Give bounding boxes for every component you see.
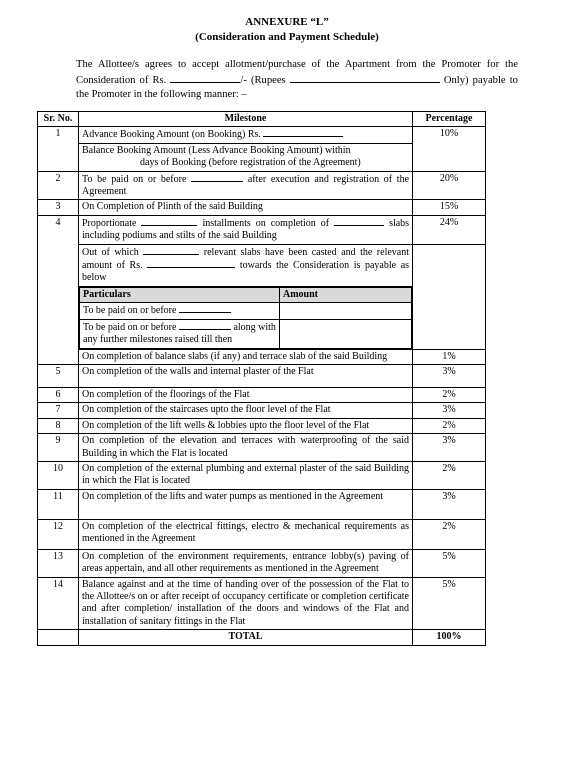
blank-line [290,73,440,83]
blank-space [82,157,140,165]
row-sr: 13 [38,549,79,577]
blank-line [170,73,240,83]
total-sr [38,630,79,645]
row-sr: 14 [38,577,79,630]
table-row [38,127,486,143]
table-row [38,200,486,215]
particular-text: along with any further milestones raised till then [83,321,276,346]
table-row [38,418,486,433]
row-milestone: Balance against and at the time of handing over of the possession of the Flat to the Allottee/s on or after receipt of occupancy certificate or completion certificate and after completion/ installation of the doors and windows of the Flat and installation of sanitary fittings in the Flat [79,577,413,630]
sub-row [80,319,412,348]
row-sr: 9 [38,434,79,462]
table-row [38,461,486,489]
sub-amount [280,303,412,319]
intro-text-3: Only) [443,74,469,86]
row-sr: 1 [38,127,79,171]
row-sr: 10 [38,461,79,489]
row-percentage: 1% [413,349,486,364]
sub-header-particulars: Particulars [80,287,280,302]
row-sr: 5 [38,364,79,387]
payment-schedule-table [37,111,486,646]
row-milestone: On Completion of Plinth of the said Building [79,200,413,215]
table-row [38,349,486,364]
sub-header-row [80,287,412,302]
row-milestone: On completion of the environment requirements, entrance lobby(s) paving of areas appertain, and all other requirements as mentioned in the Agreement [79,549,413,577]
row-sr: 7 [38,403,79,418]
header-milestone: Milestone [79,112,413,127]
row-percentage: 3% [413,403,486,418]
row-sr: 3 [38,200,79,215]
table-row [38,577,486,630]
table-row [38,215,486,244]
particular-text: To be paid on or before [83,321,177,333]
row-sr: 11 [38,489,79,519]
row-sr: 8 [38,418,79,433]
total-label: TOTAL [79,630,413,645]
row-percentage: 20% [413,171,486,200]
blank-line [141,217,197,226]
blank-line [263,128,343,137]
particular-text: To be paid on or before [83,305,177,317]
table-row [38,519,486,549]
milestone-text: installments on completion of [202,217,330,229]
row-percentage: 3% [413,364,486,387]
intro-text-2: /- (Rupees [240,74,286,86]
row-milestone [79,171,413,200]
total-percentage: 100% [413,630,486,645]
milestone-text: To be paid on or before [82,173,187,185]
blank-line [334,217,384,226]
table-row [38,244,486,286]
table-row [38,489,486,519]
row-percentage: 24% [413,215,486,244]
row-percentage: 3% [413,434,486,462]
table-row [38,403,486,418]
row-percentage: 2% [413,519,486,549]
header-sr: Sr. No. [38,112,79,127]
milestone-text: towards the Consideration is payable as below [82,260,410,284]
sub-particular [80,303,280,319]
milestone-text: relevant slabs have been casted and the relevant amount of Rs. [82,246,410,272]
table-row [38,434,486,462]
row-milestone: On completion of the lift wells & lobbies upto the floor level of the Flat [79,418,413,433]
row-percentage: 2% [413,387,486,402]
row-percentage: 2% [413,418,486,433]
blank-line [179,304,231,313]
table-row [38,387,486,402]
row-milestone [79,244,413,286]
empty-cell [413,244,486,349]
intro-text-1: The Allottee/s agrees to accept allotment/purchase of the Apartment from the Promoter for the Consideration of Rs. [76,59,518,86]
table-row [38,364,486,387]
row-percentage: 10% [413,127,486,171]
sub-amount [280,319,412,348]
blank-line [143,246,199,255]
row-milestone: On completion of the elevation and terraces with waterproofing of the said Building in which the Flat is located [79,434,413,462]
header-percentage: Percentage [413,112,486,127]
row-milestone: On completion of the staircases upto the floor level of the Flat [79,403,413,418]
row-milestone: On completion of the external plumbing and external plaster of the said Building in which the Flat is located [79,461,413,489]
row-milestone [79,143,413,171]
intro-text-4: payable to the Promoter in the following manner: – [76,74,518,100]
row-milestone: On completion of balance slabs (if any) and terrace slab of the said Building [79,349,413,364]
sub-particular [80,319,280,348]
row-milestone: On completion of the electrical fittings, electro & mechanical requirements as mentioned in the Agreement [79,519,413,549]
row-sr: 2 [38,171,79,200]
row-percentage: 15% [413,200,486,215]
milestone-text: days of Booking (before registration of the Agreement) [140,157,361,169]
row-percentage: 2% [413,461,486,489]
row-milestone: On completion of the lifts and water pumps as mentioned in the Agreement [79,489,413,519]
table-header-row [38,112,486,127]
row-percentage: 3% [413,489,486,519]
total-row [38,630,486,645]
row-milestone [79,215,413,244]
document-subtitle: (Consideration and Payment Schedule) [195,31,379,43]
table-row [38,171,486,200]
sub-table-cell [79,286,413,349]
row-milestone: On completion of the floorings of the Flat [79,387,413,402]
table-row [38,549,486,577]
blank-line [191,173,243,182]
sub-row [80,303,412,319]
row-percentage: 5% [413,549,486,577]
row-percentage: 5% [413,577,486,630]
row-milestone [79,127,413,143]
row-sr: 4 [38,215,79,364]
blank-line [147,259,235,268]
milestone-text: slabs including podiums and stilts of the said Building [82,217,410,242]
milestone-text: Balance Booking Amount (Less Advance Booking Amount) within [82,144,351,156]
milestone-text: Advance Booking Amount (on Booking) Rs. [82,129,261,141]
document-title: ANNEXURE “L” [245,16,329,28]
milestone-text: after execution and registration of the Agreement [82,173,410,198]
row-sr: 12 [38,519,79,549]
row-sr: 6 [38,387,79,402]
row-milestone: On completion of the walls and internal plaster of the Flat [79,364,413,387]
milestone-text: Out of which [82,246,139,258]
sub-header-amount: Amount [280,287,412,302]
milestone-text: Proportionate [82,217,137,229]
blank-line [179,321,231,330]
intro-paragraph [76,58,518,103]
particulars-table [79,287,412,349]
